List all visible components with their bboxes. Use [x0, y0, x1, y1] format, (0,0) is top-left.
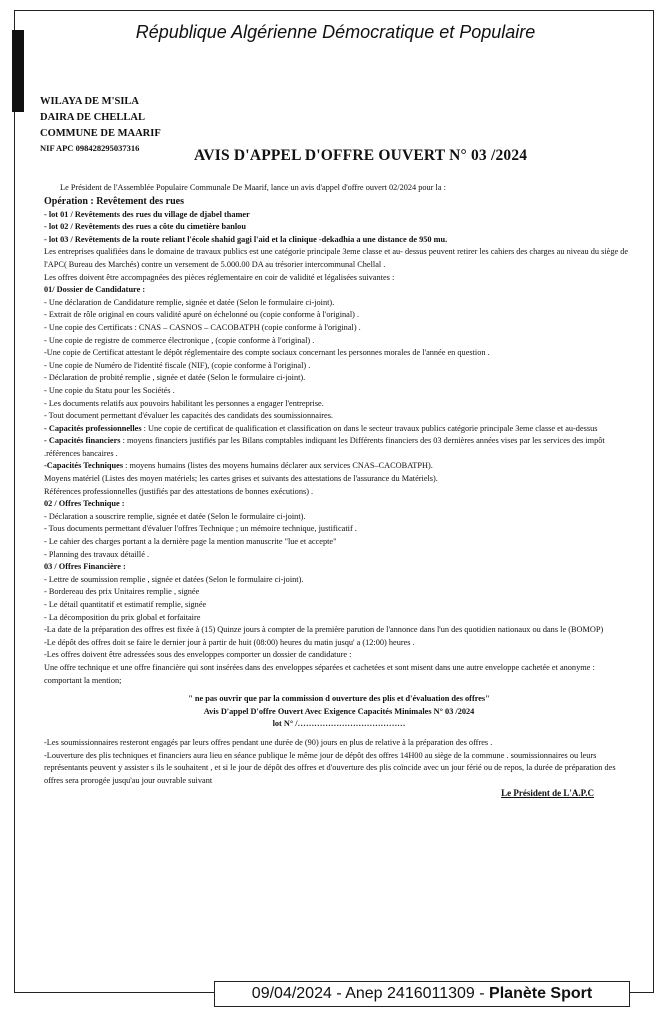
- list-item: - Le cahier des charges portant a la dernière page la mention manuscrite "lue et accepte": [44, 537, 337, 547]
- capacites-tech-text: : moyens humains (listes des moyens humains déclarer aux services CNAS–CACOBATPH).: [123, 461, 433, 471]
- notice-body: [44, 182, 634, 800]
- list-item: - Une copie de Numéro de l'identité fiscale (NIF), (copie conforme à l'original) .: [44, 360, 311, 370]
- list-item: - Les documents relatifs aux pouvoirs habilitant les personnes a engager l'entreprise.: [44, 398, 324, 408]
- daira: DAIRA DE CHELLAL: [40, 112, 146, 123]
- list-item: - Une copie de registre de commerce électronique , (copie conforme à l'original) .: [44, 335, 315, 345]
- list-item: - Une déclaration de Candidature remplie, signée et datée (Selon le formulaire ci-joint).: [44, 297, 335, 307]
- condition-item: -La date de la préparation des offres est fixée à (15) Quinze jours à compter de la première parution de l'annonce dans l'un des quotidien nationaux ou dans le (BOMOP): [44, 625, 604, 635]
- envelope-mention-1: " ne pas ouvrir que par la commission d ouverture des plis et d'évaluation des offres": [188, 694, 490, 704]
- capacites-fin-label: - Capacités financiers: [44, 436, 121, 446]
- list-item: - Une copie du Statu pour les Sociétés .: [44, 385, 175, 395]
- moyens-materiel: Moyens matériel (Listes des moyen matériels; les cartes grises et suivants des attestations de l'assurance du Matériels).: [44, 474, 438, 484]
- operation-title: Opération : Revêtement des rues: [44, 195, 184, 207]
- list-item: - Lettre de soumission remplie , signée et datées (Selon le formulaire ci-joint).: [44, 574, 304, 584]
- nif: NIF APC 098428295037316: [40, 143, 140, 153]
- list-item: - Déclaration de probité remplie , signée et datée (Selon le formulaire ci-joint).: [44, 373, 306, 383]
- commune: COMMUNE DE MAARIF: [40, 128, 161, 139]
- capacites-tech-label: -Capacités Techniques: [44, 461, 124, 471]
- list-item: - Le détail quantitatif et estimatif remplie, signée: [44, 600, 207, 609]
- condition-item: -Le dépôt des offres doit se faire le dernier jour à partir de huit (08:00) heures du matin jusqu' a (12:00) heures .: [44, 637, 415, 647]
- offers-intro: Les offres doivent être accompagnées des pièces réglementaire en coir de validité et légalisées suivantes :: [44, 272, 395, 282]
- closing-item: -Louverture des plis techniques et financiers aura lieu en séance publique le même jour de dépôt des offres 14H00 au siège de la commune . soumissionnaires ou leurs représentants peuvent y assister s ils le souhaitent , et si le jour de dépôt des offres et d'ouverture des plis coïncide avec un jour férié ou de repos, la durée de préparation des offres sera prorogée jusqu'au jour ouvrable suivant: [44, 750, 616, 785]
- intro-text: Le Président de l'Assemblée Populaire Communale De Maarif, lance un avis d'appel d'offre ouvert 02/2024 pour la :: [60, 183, 446, 192]
- envelope-mention-2: Avis D'appel D'offre Ouvert Avec Exigence Capacités Minimales N° 03 /2024: [203, 706, 475, 716]
- list-item: - Extrait de rôle original en cours validité apuré on échelonné ou (copie conforme à l'original) .: [44, 310, 360, 320]
- capacites-professionnelles: [44, 423, 634, 436]
- references-professionnelles: Références professionnelles (justifiés par des attestations de bonnes exécutions) .: [44, 486, 314, 496]
- country-header: République Algérienne Démocratique et Populaire: [135, 22, 536, 42]
- envelope-mention-3: lot N° /…………………………………: [272, 719, 406, 729]
- publication-footer: [214, 981, 630, 1007]
- capacites-pro-label: - Capacités professionnelles: [44, 423, 142, 433]
- qualification-text: Les entreprises qualifiées dans le domaine de travaux publics est une catégorie principale 3eme classe et au- dessus peuvent retirer les cahiers des charges au niveau du siège de l'APC( Bureau des Marchés) contre un versement de 5.000.00 DA au trésorier intercommunal Chellal .: [44, 247, 629, 269]
- list-item: -Une copie de Certificat attestant le dépôt réglementaire des compte sociaux concernant les personnes morales de l'année en question .: [44, 348, 490, 358]
- list-item: - Tout document permettant d'évaluer les capacités des candidats des soumissionnaires.: [44, 411, 333, 421]
- list-item: - La décomposition du prix global et forfaitaire: [44, 612, 201, 622]
- section-title-candidature: 01/ Dossier de Candidature :: [44, 285, 146, 295]
- administration-block: [40, 94, 161, 154]
- condition-item: -Les offres doivent être adressées sous des enveloppes comporter un dossier de candidature :: [44, 650, 352, 660]
- lot-item: - lot 01 / Revêtements des rues du village de djabel thamer: [44, 209, 250, 219]
- condition-item: Une offre technique et une offre financière qui sont insérées dans des enveloppes séparées et cachetées et sont misent dans une autre enveloppe cachetée et anonyme : comportant la mention;: [44, 662, 595, 685]
- notice-title: AVIS D'APPEL D'OFFRE OUVERT N° 03 /2024: [194, 147, 528, 164]
- capacites-techniques: [44, 460, 634, 473]
- lot-item: - lot 02 / Revêtements des rues a côte du cimetière banlou: [44, 222, 246, 232]
- list-item: - Bordereau des prix Unitaires remplie , signée: [44, 587, 200, 597]
- footer-date-ref: 09/04/2024 - Anep 2416011309 -: [251, 985, 490, 1002]
- closing-item: -Les soumissionnaires resteront engagés par leurs offres pendant une durée de (90) jours en plus de relative à la préparation des offres .: [44, 737, 493, 747]
- section-title-financiere: 03 / Offres Financière :: [44, 562, 126, 572]
- list-item: - Tous documents permettant d'évaluer l'offres Technique ; un mémoire technique, justificatif .: [44, 524, 357, 534]
- list-item: - Planning des travaux détaillé .: [44, 549, 150, 559]
- list-item: - Déclaration a souscrire remplie, signée et datée (Selon le formulaire ci-joint).: [44, 511, 306, 521]
- section-title-technique: 02 / Offres Technique :: [44, 499, 125, 509]
- capacites-financiers: [44, 435, 634, 460]
- capacites-pro-text: : Une copie de certificat de qualification et classification on dans le secteur travaux publics catégorie principale 3eme classe et au-dessus: [141, 423, 598, 433]
- capacites-fin-text: : moyens financiers justifiés par les Bilans comptables indiquant les Différents financiers des 03 dernières années vises par les services des impôt .références bancaires .: [44, 436, 605, 458]
- footer-publication: Planète Sport: [489, 985, 593, 1002]
- list-item: - Une copie des Certificats : CNAS – CASNOS – CACOBATPH (copie conforme à l'original) .: [44, 322, 361, 332]
- signature: Le Président de L'A.P.C: [501, 788, 594, 799]
- lot-item: - lot 03 / Revêtements de la route reliant l'école shahid gagi l'aid et la clinique -dekadhia a une distance de 950 mu.: [44, 234, 448, 244]
- wilaya: WILAYA DE M'SILA: [40, 96, 140, 107]
